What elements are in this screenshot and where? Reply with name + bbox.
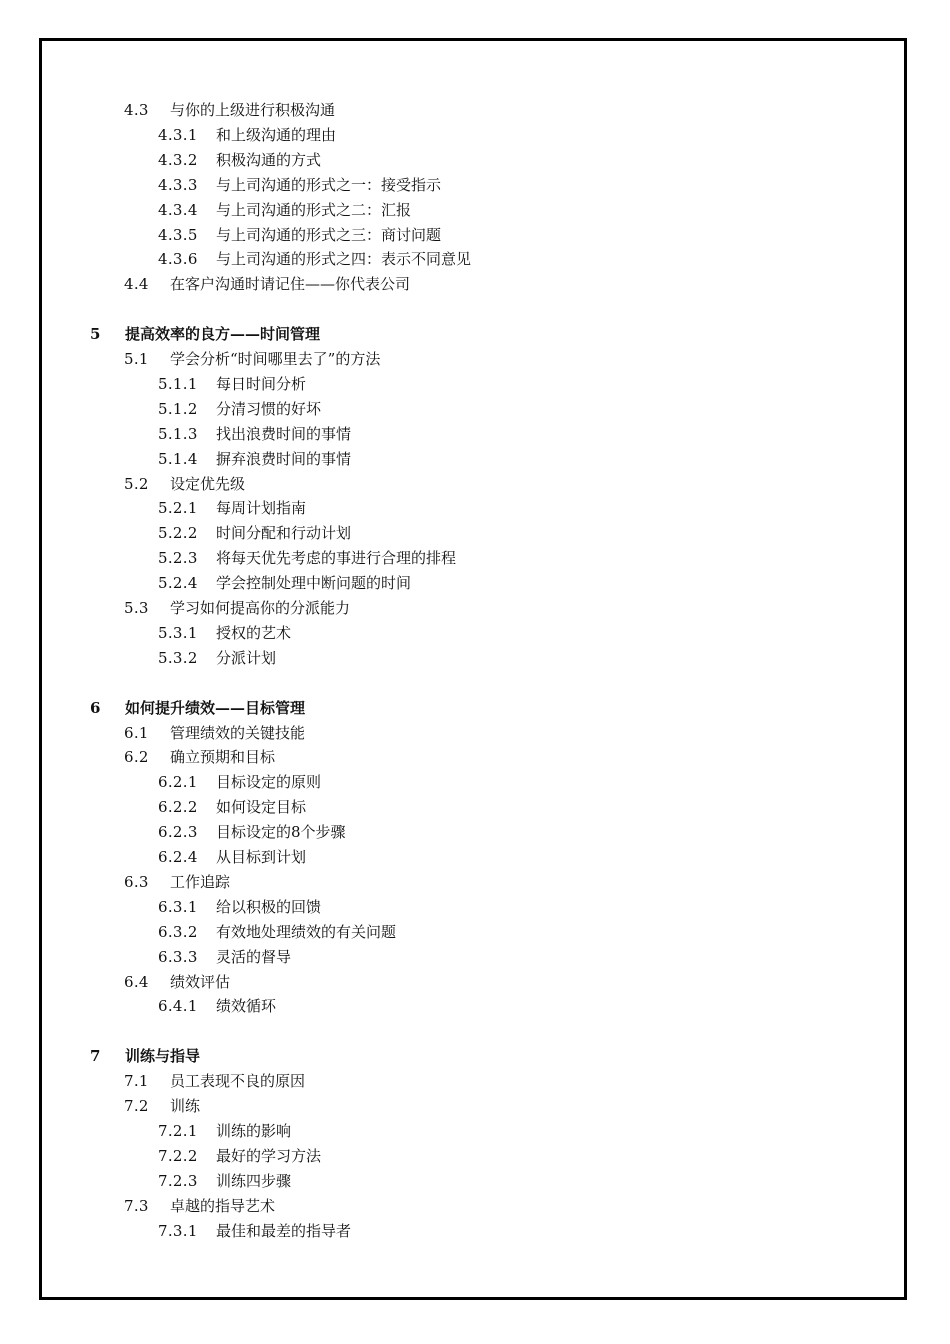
toc-entry-number: 5.2.3 [158, 549, 198, 567]
toc-entry-number: 6.4.1 [158, 997, 198, 1015]
toc-entry-number: 6 [90, 699, 101, 717]
toc-subsection-entry [158, 173, 441, 197]
toc-entry-number: 5.2.1 [158, 499, 198, 517]
toc-subsection-entry [158, 646, 276, 670]
toc-section-entry [124, 745, 275, 769]
toc-entry-title: 有效地处理绩效的有关问题 [216, 923, 397, 941]
toc-subsection-entry [158, 920, 396, 944]
toc-subsection-entry [158, 397, 321, 421]
toc-entry-title: 绩效评估 [170, 973, 231, 991]
toc-entry-title: 分清习惯的好坏 [216, 400, 322, 418]
toc-subsection-entry [158, 546, 456, 570]
toc-section-entry [124, 721, 305, 745]
toc-entry-title: 在客户沟通时请记住——你代表公司 [170, 275, 411, 293]
toc-entry-number: 5.3 [124, 599, 149, 617]
toc-section-entry [124, 870, 230, 894]
toc-entry-number: 6.4 [124, 973, 149, 991]
toc-subsection-entry [158, 1219, 351, 1243]
toc-entry-title: 管理绩效的关键技能 [170, 724, 306, 742]
toc-subsection-entry [158, 845, 306, 869]
toc-subsection-entry [158, 372, 306, 396]
toc-entry-number: 5.1.4 [158, 450, 198, 468]
toc-entry-title: 设定优先级 [170, 475, 246, 493]
toc-subsection-entry [158, 1144, 321, 1168]
toc-entry-number: 5.1.1 [158, 375, 198, 393]
toc-entry-number: 4.3.5 [158, 226, 198, 244]
toc-section-entry [124, 596, 350, 620]
toc-subsection-entry [158, 1169, 291, 1193]
toc-entry-title: 学习如何提高你的分派能力 [170, 599, 351, 617]
toc-entry-title: 与上司沟通的形式之三：商讨问题 [216, 226, 442, 244]
toc-entry-number: 6.1 [124, 724, 149, 742]
toc-section-entry [124, 1094, 200, 1118]
toc-subsection-entry [158, 223, 441, 247]
toc-entry-title: 工作追踪 [170, 873, 231, 891]
toc-entry-number: 5.3.1 [158, 624, 198, 642]
toc-entry-title: 与上司沟通的形式之四：表示不同意见 [216, 250, 472, 268]
toc-entry-title: 提高效率的良方——时间管理 [125, 325, 321, 343]
toc-subsection-entry [158, 447, 351, 471]
toc-entry-number: 7 [90, 1047, 101, 1065]
toc-chapter-heading [90, 696, 305, 720]
toc-subsection-entry [158, 148, 321, 172]
toc-entry-title: 学会控制处理中断问题的时间 [216, 574, 412, 592]
toc-entry-title: 授权的艺术 [216, 624, 292, 642]
toc-entry-title: 最好的学习方法 [216, 1147, 322, 1165]
toc-entry-title: 训练与指导 [125, 1047, 201, 1065]
toc-entry-number: 6.2.1 [158, 773, 198, 791]
toc-entry-title: 与上司沟通的形式之一：接受指示 [216, 176, 442, 194]
toc-entry-number: 5.2.2 [158, 524, 198, 542]
toc-subsection-entry [158, 770, 321, 794]
toc-entry-title: 目标设定的原则 [216, 773, 322, 791]
toc-entry-number: 4.3.6 [158, 250, 198, 268]
toc-entry-number: 5.1.3 [158, 425, 198, 443]
toc-entry-number: 6.3 [124, 873, 149, 891]
toc-chapter-heading [90, 322, 320, 346]
toc-entry-title: 分派计划 [216, 649, 277, 667]
toc-entry-title: 最佳和最差的指导者 [216, 1222, 352, 1240]
toc-entry-number: 7.3 [124, 1197, 149, 1215]
toc-entry-number: 7.2.1 [158, 1122, 198, 1140]
toc-entry-title: 员工表现不良的原因 [170, 1072, 306, 1090]
toc-entry-number: 6.2.2 [158, 798, 198, 816]
toc-entry-number: 6.2.4 [158, 848, 198, 866]
toc-entry-number: 4.3.3 [158, 176, 198, 194]
toc-entry-title: 如何提升绩效——目标管理 [125, 699, 306, 717]
toc-entry-title: 学会分析“时间哪里去了”的方法 [170, 350, 381, 368]
toc-entry-number: 5.2.4 [158, 574, 198, 592]
toc-entry-number: 6.2.3 [158, 823, 198, 841]
toc-entry-title: 和上级沟通的理由 [216, 126, 337, 144]
toc-entry-number: 7.2.3 [158, 1172, 198, 1190]
toc-entry-number: 4.3 [124, 101, 149, 119]
toc-section-entry [124, 1194, 275, 1218]
toc-entry-title: 确立预期和目标 [170, 748, 276, 766]
toc-section-entry [124, 98, 335, 122]
toc-entry-number: 5.2 [124, 475, 149, 493]
toc-entry-title: 每周计划指南 [216, 499, 307, 517]
toc-subsection-entry [158, 1119, 291, 1143]
toc-entry-title: 与上司沟通的形式之二：汇报 [216, 201, 412, 219]
toc-entry-number: 7.2.2 [158, 1147, 198, 1165]
toc-entry-title: 每日时间分析 [216, 375, 307, 393]
toc-entry-number: 5.1.2 [158, 400, 198, 418]
toc-entry-title: 从目标到计划 [216, 848, 307, 866]
toc-entry-number: 7.2 [124, 1097, 149, 1115]
toc-subsection-entry [158, 247, 471, 271]
toc-entry-title: 灵活的督导 [216, 948, 292, 966]
toc-entry-number: 4.3.4 [158, 201, 198, 219]
toc-entry-title: 积极沟通的方式 [216, 151, 322, 169]
toc-chapter-heading [90, 1044, 200, 1068]
toc-entry-title: 给以积极的回馈 [216, 898, 322, 916]
toc-entry-number: 5 [90, 325, 101, 343]
toc-entry-number: 4.3.2 [158, 151, 198, 169]
toc-subsection-entry [158, 123, 336, 147]
toc-entry-number: 7.3.1 [158, 1222, 198, 1240]
toc-section-entry [124, 347, 380, 371]
toc-subsection-entry [158, 895, 321, 919]
toc-entry-number: 7.1 [124, 1072, 149, 1090]
toc-entry-number: 6.2 [124, 748, 149, 766]
toc-subsection-entry [158, 198, 411, 222]
toc-entry-title: 与你的上级进行积极沟通 [170, 101, 336, 119]
toc-subsection-entry [158, 820, 346, 844]
toc-entry-number: 4.4 [124, 275, 149, 293]
toc-entry-title: 训练四步骤 [216, 1172, 292, 1190]
toc-entry-number: 6.3.3 [158, 948, 198, 966]
toc-section-entry [124, 272, 410, 296]
toc-entry-title: 训练的影响 [216, 1122, 292, 1140]
toc-entry-title: 绩效循环 [216, 997, 277, 1015]
toc-section-entry [124, 970, 230, 994]
toc-entry-number: 6.3.1 [158, 898, 198, 916]
toc-subsection-entry [158, 422, 351, 446]
toc-entry-title: 卓越的指导艺术 [170, 1197, 276, 1215]
toc-section-entry [124, 1069, 305, 1093]
toc-entry-number: 6.3.2 [158, 923, 198, 941]
toc-entry-title: 训练 [170, 1097, 201, 1115]
toc-section-entry [124, 472, 245, 496]
toc-entry-title: 找出浪费时间的事情 [216, 425, 352, 443]
toc-subsection-entry [158, 496, 306, 520]
toc-entry-title: 如何设定目标 [216, 798, 307, 816]
toc-entry-number: 4.3.1 [158, 126, 198, 144]
toc-subsection-entry [158, 945, 291, 969]
toc-entry-number: 5.3.2 [158, 649, 198, 667]
toc-entry-title: 摒弃浪费时间的事情 [216, 450, 352, 468]
toc-subsection-entry [158, 994, 276, 1018]
toc-entry-title: 目标设定的8个步骤 [216, 823, 346, 841]
toc-entry-title: 将每天优先考虑的事进行合理的排程 [216, 549, 457, 567]
toc-subsection-entry [158, 795, 306, 819]
toc-subsection-entry [158, 521, 351, 545]
toc-entry-title: 时间分配和行动计划 [216, 524, 352, 542]
toc-subsection-entry [158, 571, 411, 595]
toc-subsection-entry [158, 621, 291, 645]
toc-entry-number: 5.1 [124, 350, 149, 368]
